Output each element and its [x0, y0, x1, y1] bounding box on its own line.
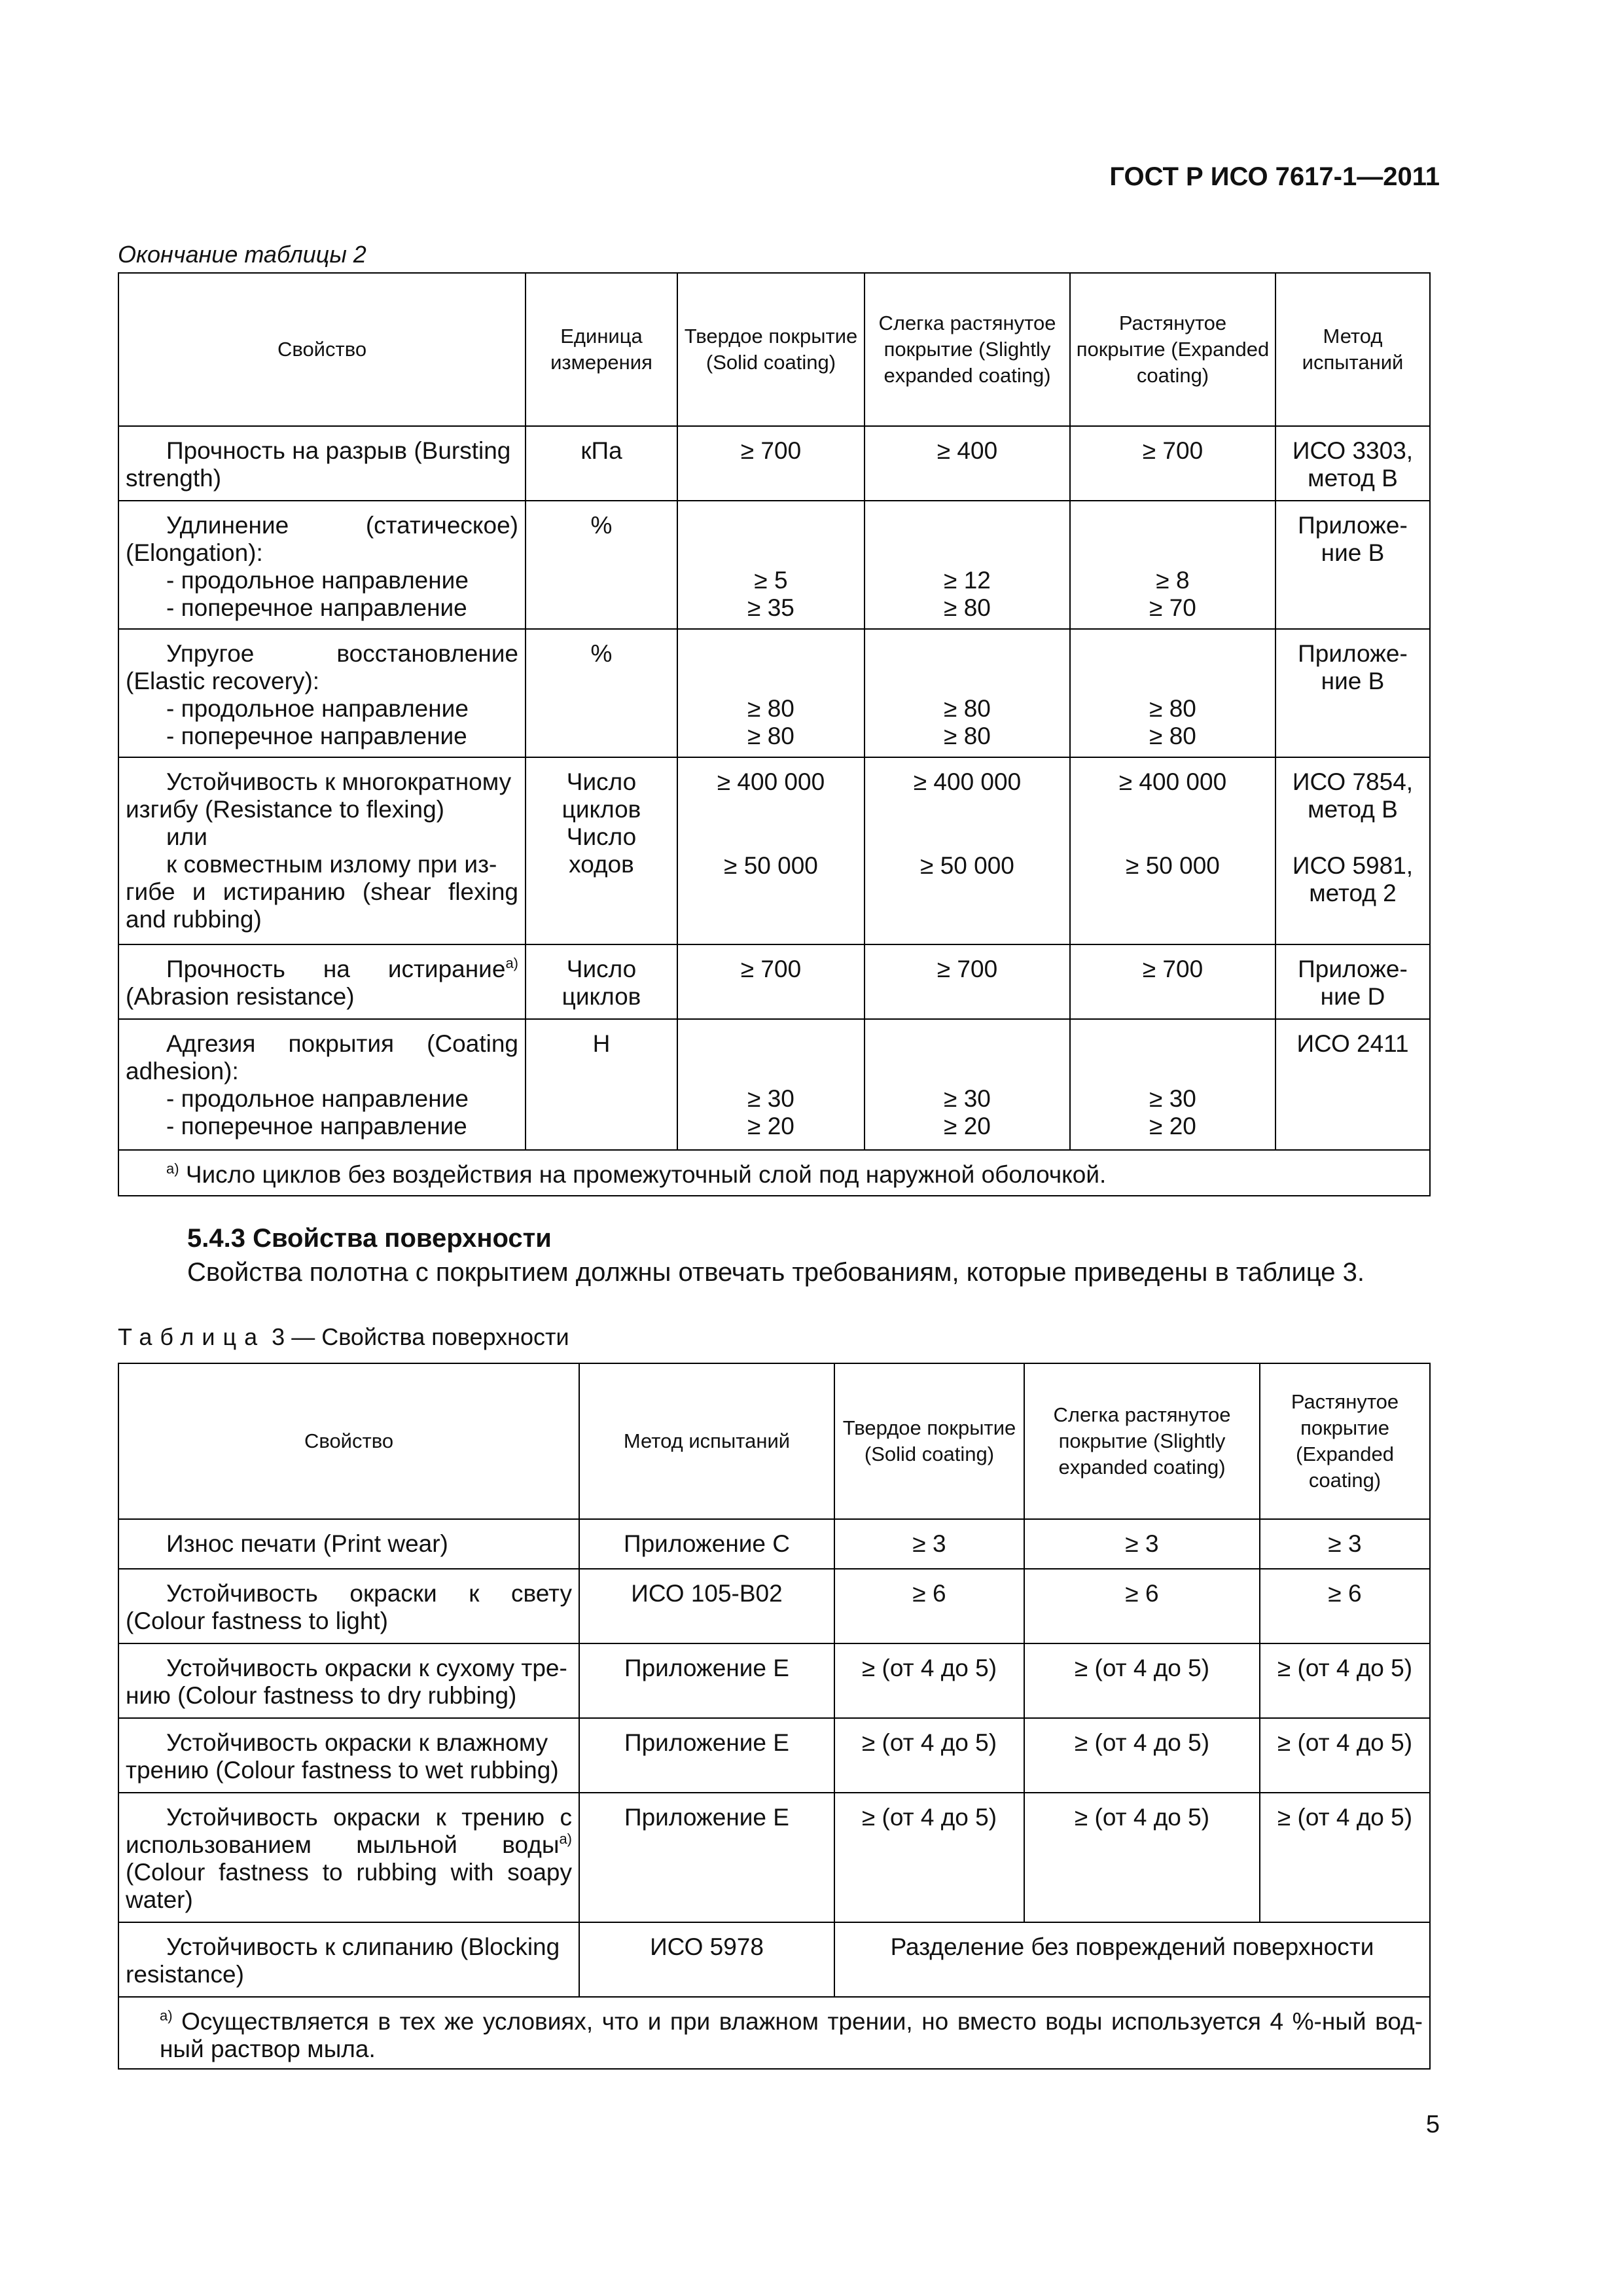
unit-cell: % [526, 501, 677, 629]
slightly-value [865, 757, 1070, 944]
property-line: изгибу (Resistance to flexing) [126, 796, 444, 823]
property-cell [118, 1718, 579, 1793]
property-line: and rubbing) [126, 906, 262, 933]
value-line: ≥ 50 000 [1126, 852, 1220, 879]
expanded-value: ≥ (от 4 до 5) [1260, 1643, 1430, 1718]
solid-value [677, 629, 865, 757]
expanded-value [1070, 501, 1275, 629]
table3-col-property: Свойство [118, 1363, 579, 1519]
solid-value: ≥ 700 [677, 426, 865, 501]
value-line: ≥ 30 [1149, 1085, 1196, 1112]
property-text: использованием мыльной воды [126, 1831, 560, 1858]
property-line: Упругое восстановление [166, 640, 518, 667]
footnote-marker: а) [505, 955, 518, 971]
method-cell [1275, 501, 1430, 629]
value-line: ≥ 70 [1149, 594, 1196, 621]
unit-line: Число [566, 823, 637, 850]
method-line: Приложе- [1298, 640, 1408, 667]
method-cell: Приложение C [579, 1519, 834, 1569]
property-line: трению (Colour fastness to wet rubbing) [126, 1757, 559, 1784]
method-line: ние B [1321, 539, 1385, 566]
method-line: ние D [1320, 983, 1385, 1010]
method-line: метод B [1308, 465, 1398, 492]
value-line: ≥ 80 [944, 695, 991, 722]
table-row [118, 757, 1430, 944]
unit-cell: Н [526, 1019, 677, 1150]
table3-caption-title: 3 — Свойства поверхности [272, 1323, 569, 1350]
solid-value [677, 757, 865, 944]
unit-cell [526, 757, 677, 944]
property-line: (Colour fastness to rubbing with soapy [126, 1859, 572, 1886]
table2-header-row [118, 273, 1430, 426]
property-line: - продольное направление [166, 695, 469, 722]
table3-col-solid: Твердое покрытие (Solid coating) [834, 1363, 1024, 1519]
table-row [118, 1793, 1430, 1922]
property-line: нию (Colour fastness to dry rubbing) [126, 1682, 517, 1709]
unit-line: циклов [562, 796, 641, 823]
table-row [118, 501, 1430, 629]
method-line: метод 2 [1309, 880, 1397, 906]
method-cell: ИСО 5978 [579, 1922, 834, 1997]
property-line: - продольное направление [166, 1085, 469, 1112]
property-line: (Abrasion resistance) [126, 983, 355, 1010]
footnote-text: Осуществляется в тех же условиях, что и при влажном трении, но вместо воды используется 4 %-ный вод-ный раствор мыла. [160, 2008, 1423, 2062]
method-cell: ИСО 2411 [1275, 1019, 1430, 1150]
slightly-value: ≥ (от 4 до 5) [1024, 1643, 1260, 1718]
table-row [118, 1019, 1430, 1150]
page-number: 5 [1425, 2111, 1440, 2138]
property-cell [118, 944, 526, 1019]
solid-value: ≥ 6 [834, 1569, 1024, 1643]
section-paragraph: Свойства полотна с покрытием должны отвечать требованиям, которые приведены в таблице 3. [187, 1258, 1364, 1287]
property-line: к совместным излому при из- [166, 851, 497, 878]
table3-col-slightly-expanded: Слегка растянутое покрытие (Slightly expanded coating) [1024, 1363, 1260, 1519]
unit-cell: % [526, 629, 677, 757]
slightly-value [865, 501, 1070, 629]
unit-cell: кПа [526, 426, 677, 501]
table2-col-solid: Твердое покрытие (Solid coating) [677, 273, 865, 426]
table-row [118, 1922, 1430, 1997]
table2-col-property: Свойство [118, 273, 526, 426]
property-line: (Elastic recovery): [126, 668, 320, 694]
property-cell [118, 757, 526, 944]
expanded-value: ≥ (от 4 до 5) [1260, 1793, 1430, 1922]
slightly-value: ≥ 400 [865, 426, 1070, 501]
expanded-value: ≥ 3 [1260, 1519, 1430, 1569]
solid-value: ≥ (от 4 до 5) [834, 1718, 1024, 1793]
slightly-value: ≥ 3 [1024, 1519, 1260, 1569]
property-line: - поперечное направление [166, 1113, 467, 1139]
property-cell [118, 1793, 579, 1922]
unit-line: циклов [562, 983, 641, 1010]
property-line: - поперечное направление [166, 594, 467, 621]
property-line: adhesion): [126, 1058, 239, 1085]
property-line: - продольное направление [166, 567, 469, 594]
table3-footnote-row [118, 1997, 1430, 2069]
table2-footnote-row [118, 1150, 1430, 1196]
method-line: Приложе- [1298, 956, 1408, 982]
table2-col-unit: Единица измерения [526, 273, 677, 426]
value-line: ≥ 50 000 [920, 852, 1014, 879]
solid-value [677, 1019, 865, 1150]
table-row [118, 944, 1430, 1019]
property-cell [118, 1519, 579, 1569]
property-cell [118, 629, 526, 757]
table2-caption: Окончание таблицы 2 [118, 241, 366, 268]
solid-value: ≥ (от 4 до 5) [834, 1793, 1024, 1922]
property-line: Адгезия покрытия (Coating [166, 1030, 518, 1057]
merged-value-cell: Разделение без повреждений поверхности [834, 1922, 1430, 1997]
property-cell [118, 501, 526, 629]
table-2 [118, 272, 1431, 1196]
property-line: Устойчивость окраски к сухому тре- [166, 1655, 567, 1681]
solid-value [677, 501, 865, 629]
value-line: ≥ 30 [944, 1085, 991, 1112]
slightly-value [865, 1019, 1070, 1150]
method-cell: ИСО 105-B02 [579, 1569, 834, 1643]
property-line: (Elongation): [126, 539, 263, 566]
value-line: ≥ 400 000 [1118, 768, 1227, 795]
property-line: гибе и истиранию (shear flexing [126, 878, 518, 905]
value-line: ≥ 50 000 [724, 852, 818, 879]
property-line: Устойчивость к многократному [166, 768, 512, 795]
method-line: Приложе- [1298, 512, 1408, 539]
footnote-text: Число циклов без воздействия на промежуточный слой под наружной оболочкой. [185, 1161, 1107, 1188]
footnote-marker: а) [166, 1160, 179, 1177]
document-code: ГОСТ Р ИСО 7617-1—2011 [1109, 162, 1440, 191]
property-line: water) [126, 1886, 193, 1913]
table3-caption-label: Таблица [118, 1323, 266, 1350]
table-row [118, 1643, 1430, 1718]
method-cell: Приложение E [579, 1643, 834, 1718]
property-line: Устойчивость окраски к влажному [166, 1729, 548, 1756]
property-cell [118, 1019, 526, 1150]
method-cell [1275, 629, 1430, 757]
table3-col-method: Метод испытаний [579, 1363, 834, 1519]
slightly-value [865, 629, 1070, 757]
value-line: ≥ 80 [1149, 695, 1196, 722]
expanded-value: ≥ 6 [1260, 1569, 1430, 1643]
property-line: Устойчивость к слипанию (Blocking [166, 1933, 560, 1960]
table-row [118, 629, 1430, 757]
solid-value: ≥ 3 [834, 1519, 1024, 1569]
property-text: Прочность на истирание [166, 956, 506, 982]
property-line [126, 956, 518, 983]
property-line: (Colour fastness to light) [126, 1607, 389, 1634]
expanded-value: ≥ 700 [1070, 944, 1275, 1019]
value-line: ≥ 80 [747, 723, 794, 749]
property-line: Устойчивость окраски к свету [166, 1580, 572, 1607]
method-cell: Приложение E [579, 1793, 834, 1922]
section-heading: 5.4.3 Свойства поверхности [187, 1224, 552, 1253]
table2-col-expanded: Растянутое покрытие (Expanded coating) [1070, 273, 1275, 426]
footnote-marker: а) [160, 2007, 173, 2024]
method-cell: Приложение E [579, 1718, 834, 1793]
property-line: Устойчивость окраски к трению с [166, 1804, 572, 1831]
property-cell [118, 426, 526, 501]
value-line: ≥ 20 [747, 1113, 794, 1139]
unit-line: Число [566, 956, 637, 982]
property-cell [118, 1569, 579, 1643]
property-line: strength) [126, 465, 222, 492]
table-row [118, 1569, 1430, 1643]
method-cell [1275, 757, 1430, 944]
method-cell [1275, 944, 1430, 1019]
slightly-value: ≥ (от 4 до 5) [1024, 1718, 1260, 1793]
method-line: ИСО 5981, [1292, 852, 1414, 879]
value-line: ≥ 8 [1156, 567, 1190, 594]
method-line: ИСО 7854, [1292, 768, 1414, 795]
property-line [126, 1831, 572, 1859]
unit-cell [526, 944, 677, 1019]
property-line: Прочность на разрыв (Bursting [166, 437, 511, 464]
expanded-value: ≥ 700 [1070, 426, 1275, 501]
value-line: ≥ 400 000 [913, 768, 1022, 795]
slightly-value: ≥ (от 4 до 5) [1024, 1793, 1260, 1922]
table2-footnote [118, 1150, 1430, 1196]
slightly-value: ≥ 700 [865, 944, 1070, 1019]
value-line: ≥ 20 [944, 1113, 991, 1139]
property-cell [118, 1922, 579, 1997]
table3-header-row [118, 1363, 1430, 1519]
value-line: ≥ 20 [1149, 1113, 1196, 1139]
method-line: метод B [1308, 796, 1398, 823]
value-line: ≥ 80 [747, 695, 794, 722]
unit-line: ходов [569, 851, 634, 878]
property-cell [118, 1643, 579, 1718]
table-row [118, 1519, 1430, 1569]
property-line: Удлинение (статическое) [166, 512, 518, 539]
property-line: resistance) [126, 1961, 244, 1988]
expanded-value [1070, 1019, 1275, 1150]
value-line: ≥ 5 [754, 567, 788, 594]
property-line: или [166, 823, 207, 850]
table-row [118, 1718, 1430, 1793]
expanded-value [1070, 629, 1275, 757]
value-line: ≥ 12 [944, 567, 991, 594]
expanded-value: ≥ (от 4 до 5) [1260, 1718, 1430, 1793]
slightly-value: ≥ 6 [1024, 1569, 1260, 1643]
property-line: - поперечное направление [166, 723, 467, 749]
unit-line: Число [566, 768, 637, 795]
value-line: ≥ 80 [1149, 723, 1196, 749]
property-line: Износ печати (Print wear) [166, 1530, 448, 1557]
method-line: ИСО 3303, [1292, 437, 1414, 464]
expanded-value [1070, 757, 1275, 944]
value-line: ≥ 30 [747, 1085, 794, 1112]
value-line: ≥ 35 [747, 594, 794, 621]
table2-col-method: Метод испытаний [1275, 273, 1430, 426]
footnote-marker: а) [559, 1831, 572, 1847]
value-line: ≥ 400 000 [717, 768, 825, 795]
table-row [118, 426, 1430, 501]
method-cell [1275, 426, 1430, 501]
table2-col-slightly-expanded: Слегка растянутое покрытие (Slightly expanded coating) [865, 273, 1070, 426]
solid-value: ≥ 700 [677, 944, 865, 1019]
solid-value: ≥ (от 4 до 5) [834, 1643, 1024, 1718]
table-3 [118, 1363, 1431, 2070]
value-line: ≥ 80 [944, 594, 991, 621]
table3-footnote [118, 1997, 1430, 2069]
value-line: ≥ 80 [944, 723, 991, 749]
method-line: ние B [1321, 668, 1385, 694]
table3-caption [118, 1323, 569, 1351]
table3-col-expanded: Растянутое покрытие (Expanded coating) [1260, 1363, 1430, 1519]
